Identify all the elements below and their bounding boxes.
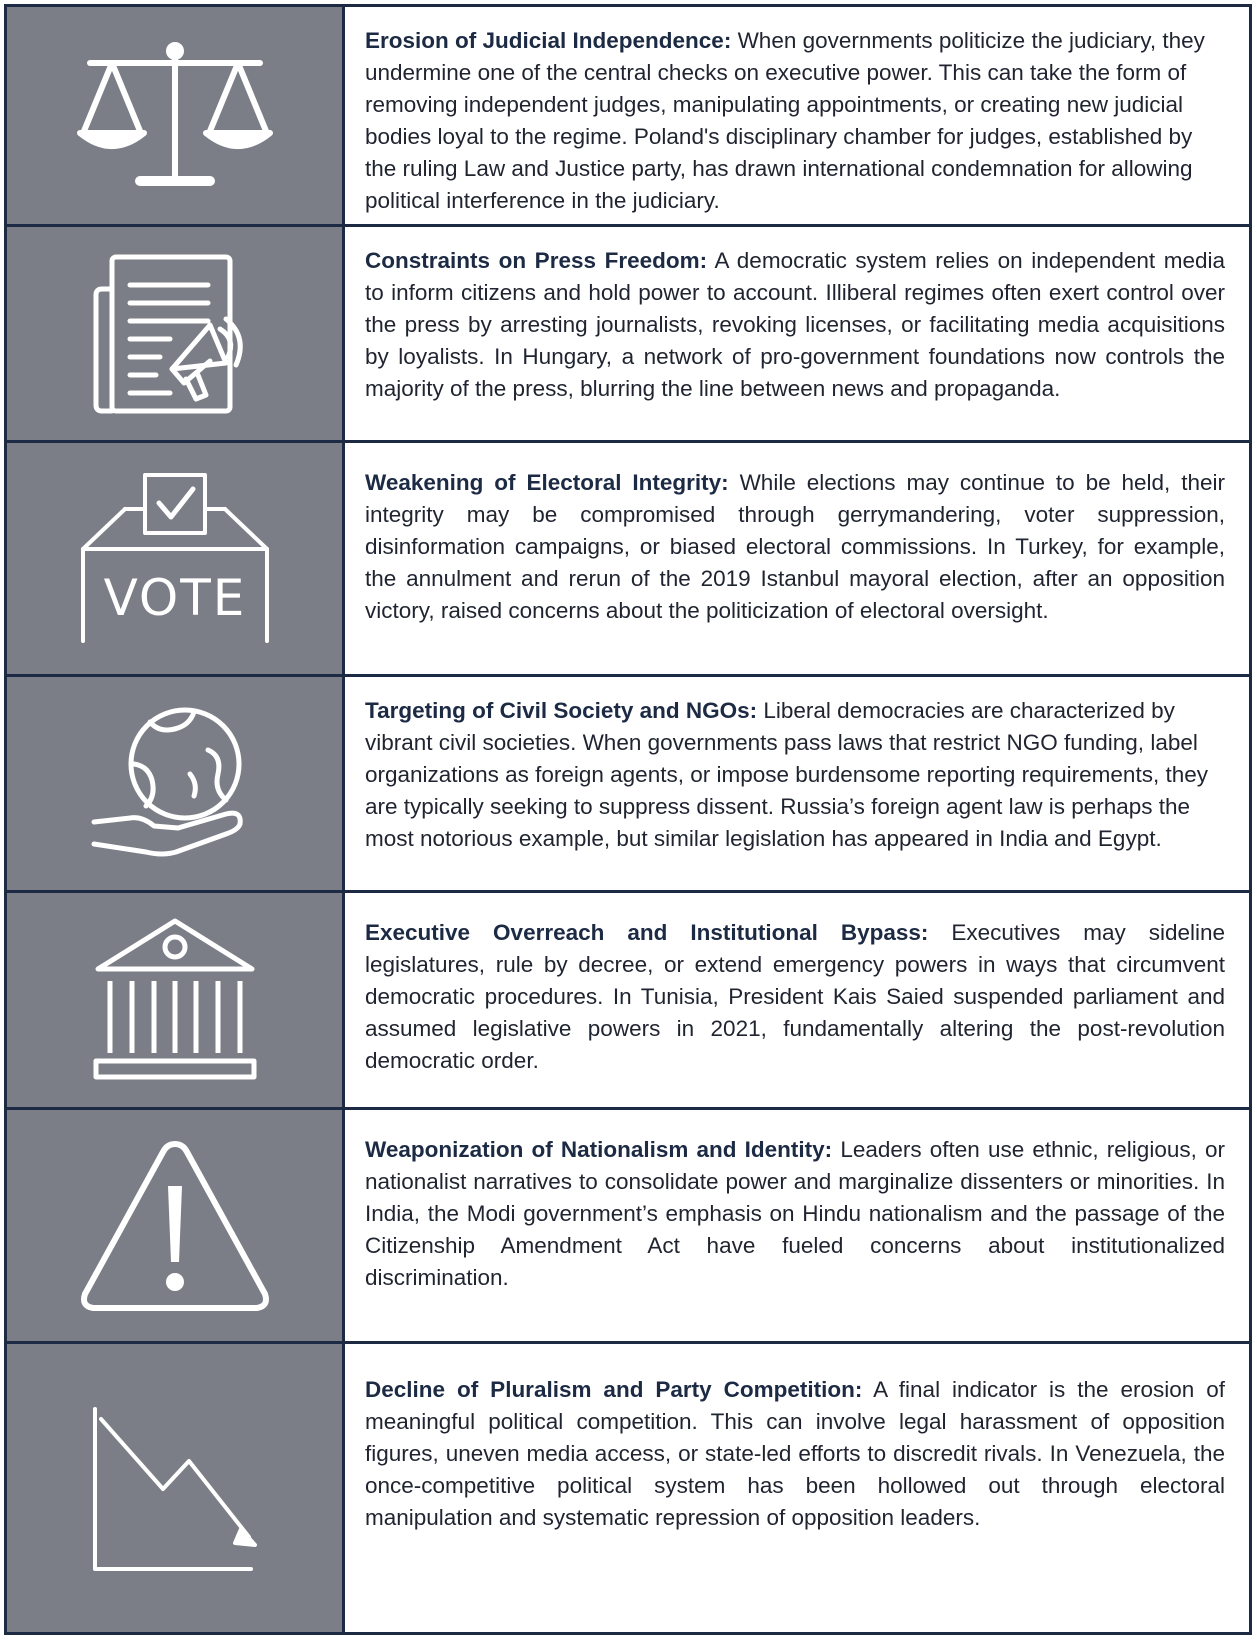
- icon-cell: [7, 677, 342, 890]
- indicator-body: A democratic system relies on independent media to inform citizens and hold power to account. Illiberal regimes often exert control over the press by arresting journalists, revoking licenses, or facilitating media acquisitions by loyalists. In Hungary, a network of pro-government foundations now controls the majority of the press, blurring the line between news and propaganda.: [365, 248, 1225, 401]
- ballot-box-icon: [75, 469, 275, 649]
- indicator-text: [365, 245, 1225, 405]
- warning-triangle-icon: [75, 1136, 275, 1316]
- indicator-body: Liberal democracies are characterized by vibrant civil societies. When governments pass laws that restrict NGO funding, label organizations as foreign agents, or impose burdensome reporting requirements, they are typically seeking to suppress dissent. Russia’s foreign agent law is perhaps the most notorious example, but similar legislation has appeared in India and Egypt.: [365, 698, 1208, 851]
- text-cell: [345, 1110, 1249, 1341]
- icon-cell: [7, 893, 342, 1107]
- government-building-icon: [90, 915, 260, 1085]
- indicator-text: [365, 917, 1225, 1077]
- indicator-title: Weakening of Electoral Integrity:: [365, 470, 729, 495]
- text-cell: [345, 7, 1249, 224]
- indicator-title: Constraints on Press Freedom:: [365, 248, 708, 273]
- indicator-row: [7, 227, 1249, 440]
- text-cell: [345, 1344, 1249, 1632]
- indicator-text: [365, 1374, 1225, 1534]
- icon-cell: [7, 1110, 342, 1341]
- text-cell: [345, 227, 1249, 440]
- indicator-body: Executives may sideline legislatures, rule by decree, or extend emergency powers in ways that circumvent democratic procedures. In Tunisia, President Kais Saied suspended parliament and assumed legislative powers in 2021, fundamentally altering the post-revolution democratic order.: [365, 920, 1226, 1073]
- text-cell: [345, 443, 1249, 674]
- icon-cell: [7, 7, 342, 224]
- icon-cell: [7, 1344, 342, 1632]
- indicator-title: Erosion of Judicial Independence:: [365, 28, 732, 53]
- indicator-body: While elections may continue to be held, their integrity may be compromised through gerrymandering, voter suppression, disinformation campaigns, or biased electoral commissions. In Turkey, for example, the annulment and rerun of the 2019 Istanbul mayoral election, after an opposition victory, raised concerns about the politicization of electoral oversight.: [365, 470, 1225, 623]
- indicator-title: Weaponization of Nationalism and Identity:: [365, 1137, 833, 1162]
- indicator-text: [365, 25, 1225, 217]
- indicator-title: Executive Overreach and Institutional Bypass:: [365, 920, 929, 945]
- indicator-text: [365, 467, 1225, 627]
- text-cell: [345, 893, 1249, 1107]
- vote-label: VOTE: [103, 568, 246, 627]
- indicator-row: [7, 677, 1249, 890]
- icon-cell: [7, 443, 342, 674]
- indicator-body: A final indicator is the erosion of meaningful political competition. This can involve legal harassment of opposition figures, uneven media access, or state-led efforts to discredit rivals. In Venezuela, the once-competitive political system has been hollowed out through electoral manipulation and systematic repression of opposition leaders.: [365, 1377, 1225, 1530]
- indicators-table: [4, 4, 1252, 1635]
- indicator-row: [7, 7, 1249, 224]
- text-cell: [345, 677, 1249, 890]
- indicator-body: When governments politicize the judiciary, they undermine one of the central checks on executive power. This can take the form of removing independent judges, manipulating appointments, or creating new judicial bodies loyal to the regime. Poland's disciplinary chamber for judges, established by the ruling Law and Justice party, has drawn international condemnation for allowing political interference in the judiciary.: [365, 28, 1205, 213]
- globe-in-hand-icon: [90, 704, 260, 864]
- indicator-row: [7, 1344, 1249, 1632]
- declining-chart-icon: [85, 1403, 265, 1573]
- indicator-title: Targeting of Civil Society and NGOs:: [365, 698, 758, 723]
- indicator-row: [7, 893, 1249, 1107]
- indicator-row: [7, 1110, 1249, 1341]
- indicator-body: Leaders often use ethnic, religious, or nationalist narratives to consolidate power and marginalize dissenters or minorities. In India, the Modi government’s emphasis on Hindu nationalism and the passage of the Citizenship Amendment Act have fueled concerns about institutionalized discrimination.: [365, 1137, 1225, 1290]
- indicator-text: [365, 1134, 1225, 1294]
- icon-cell: [7, 227, 342, 440]
- scales-of-justice-icon: [70, 41, 280, 191]
- newspaper-megaphone-icon: [90, 249, 260, 419]
- indicator-row: [7, 443, 1249, 674]
- indicator-title: Decline of Pluralism and Party Competition:: [365, 1377, 863, 1402]
- indicator-text: [365, 695, 1225, 855]
